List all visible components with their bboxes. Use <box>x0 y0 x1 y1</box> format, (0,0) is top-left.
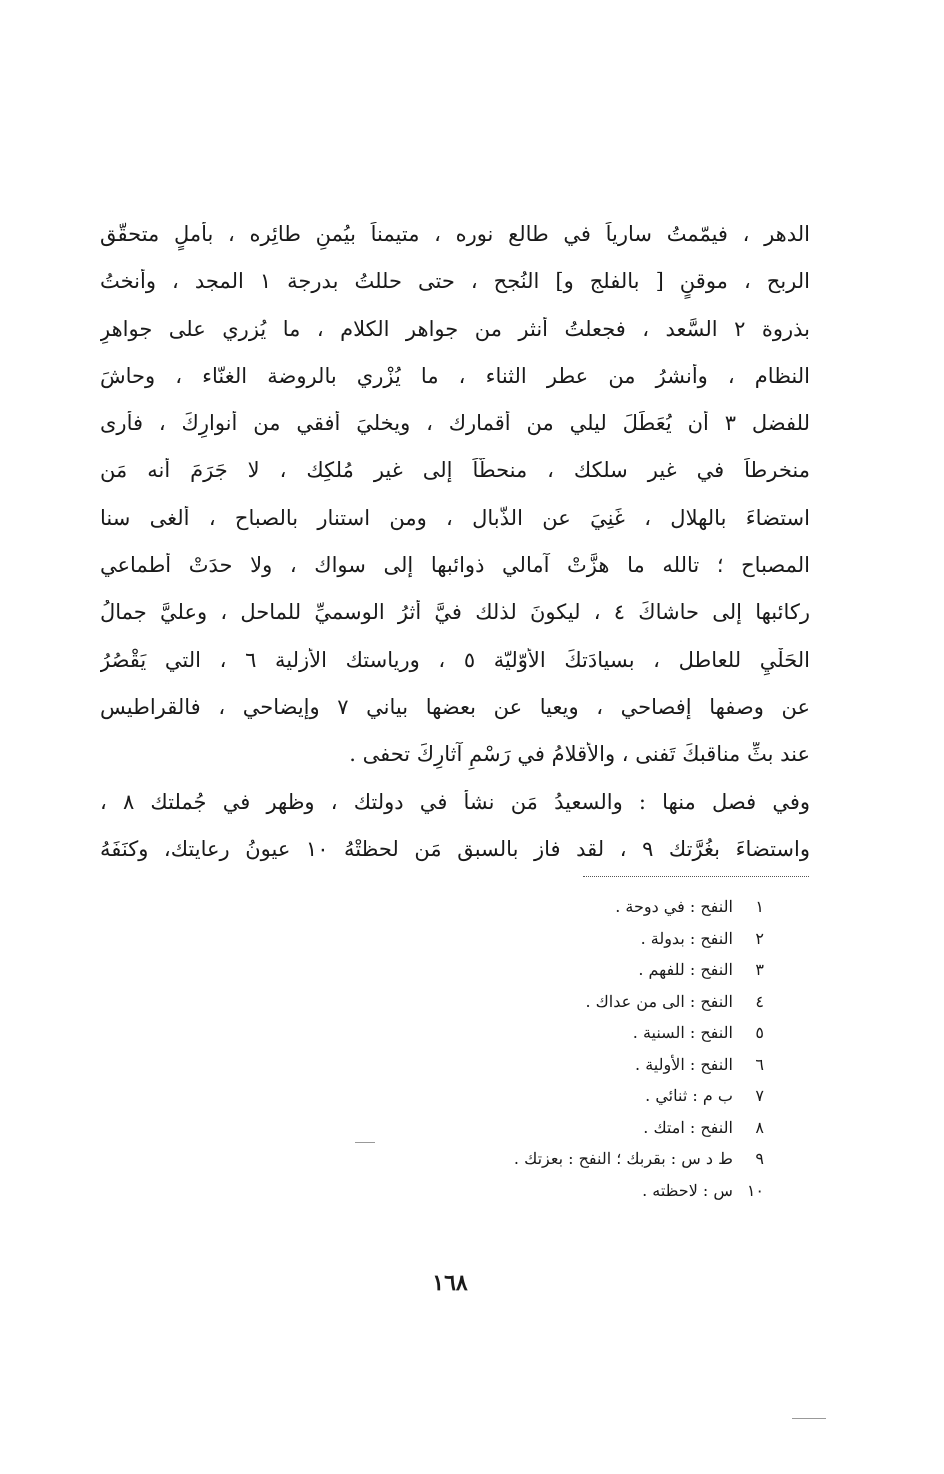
footnote-number: ٥ <box>755 1023 764 1042</box>
footnote-number: ٤ <box>755 991 764 1011</box>
footnote <box>344 1119 764 1151</box>
footnote-number: ٨ <box>755 1117 764 1137</box>
footnote <box>344 961 764 993</box>
footnote-text: النفح : في دوحة . <box>615 897 733 916</box>
footnote-text: س : لاحظته . <box>642 1180 733 1200</box>
footnote-text: ط د س : بقربك ؛ النفح : بعزتك . <box>513 1149 733 1168</box>
scan-mark <box>792 1418 826 1419</box>
footnote-text: النفح : الأولية . <box>635 1054 733 1074</box>
footnote-number: ٣ <box>755 960 764 979</box>
footnote <box>344 1056 764 1088</box>
text-line: منخرطاً في غير سلكك ، منحطّاً إلى غير مُلكِك ، لا جَرَمَ أنه مَن <box>100 458 810 483</box>
footnote <box>344 1087 764 1119</box>
footnote <box>344 1150 764 1182</box>
text-line: الحَلْيِ للعاطل ، بسيادَتكَ الأوّليّة ٥ ، ورياستك الأزلية ٦ ، التي يَقْصُرُ <box>100 647 810 672</box>
text-line: عن وصفها إفصاحي ، ويعيا عن بعضها بياني ٧ وإيضاحي ، فالقراطيس <box>100 694 810 719</box>
footnote <box>344 898 764 930</box>
page-number: ١٦٨ <box>432 1270 468 1296</box>
footnote-text: النفح : الى من عداك . <box>585 991 733 1011</box>
text-line: للفضل ٣ أن يُعَطِّلَ ليلي من أقمارك ، ويخليَ أُفقي من أنوارِكَ ، فأُرى <box>100 411 810 436</box>
text-line: الربح ، موقنٍ [ بالفلج و] النُجح ، حتى حللتُ بدرجة ١ المجد ، وأنختُ <box>100 269 810 294</box>
footnote-separator <box>583 876 809 877</box>
footnotes <box>344 898 764 1213</box>
text-line: ركائبها إلى حاشاكَ ٤ ، ليكونَ لذلك فيَّ أثرُ الوسميِّ للماحل ، وعليَّ جمالُ <box>100 600 810 625</box>
text-line: الدهر ، فيمّمتُ سارياً في طالع نوره ، متيمناً بيُمنِ طائِره ، بأملٍ متحقّق <box>100 222 810 246</box>
footnote <box>344 1182 764 1214</box>
footnote-number: ٩ <box>755 1149 764 1168</box>
scan-mark <box>355 1142 375 1143</box>
footnote-number: ٧ <box>755 1086 764 1105</box>
footnote-text: النفح : بدولة . <box>640 928 733 948</box>
footnote <box>344 993 764 1025</box>
text-line: بذروة ٢ السَّعد ، فجعلتُ أنثر من جواهر الكلام ، ما يُزري على جواهرِ <box>100 316 810 341</box>
text-line: عند بثِّ مناقبكَ تَفنى ، والأقلامُ في رَسْمِ آثارِكَ تحفى . <box>349 742 810 767</box>
text-line: استضاءَ بالهلال ، غَنِيَ عن الذُّبال ، ومن استنار بالصباح ، ألغى سنا <box>100 505 810 530</box>
text-line: وفي فصل منها : والسعيدُ مَن نشأ في دولتك ، وظهر في جُملتك ٨ ، <box>100 789 810 814</box>
footnote-text: ب م : ثنائي . <box>645 1086 733 1105</box>
text-line: المصباح ؛ تالله ما هزَّتْ آمالي ذوائبها إلى سواك ، ولا حدَتْ أطماعي <box>100 553 810 578</box>
footnote <box>344 930 764 962</box>
footnote-number: ١ <box>755 897 764 916</box>
text-line: واستضاءَ بغُرَّتك ٩ ، لقد فاز بالسبق مَن لحظتْهُ ١٠ عيونُ رعايتك، وكنَفَهُ <box>100 836 810 861</box>
footnote-text: النفح : امتك . <box>643 1117 733 1137</box>
footnote-text: النفح : السنية . <box>632 1023 733 1042</box>
footnote-number: ٦ <box>755 1054 764 1074</box>
footnote <box>344 1024 764 1056</box>
main-text <box>100 222 810 884</box>
footnote-text: النفح : للفهم . <box>638 960 733 979</box>
footnote-number: ٢ <box>755 928 764 948</box>
footnote-number: ١٠ <box>746 1180 764 1200</box>
text-line: النظام ، وأنشرُ من عطر الثناء ، ما يُزْري بالروضة الغنّاء ، وحاشَ <box>100 363 810 388</box>
